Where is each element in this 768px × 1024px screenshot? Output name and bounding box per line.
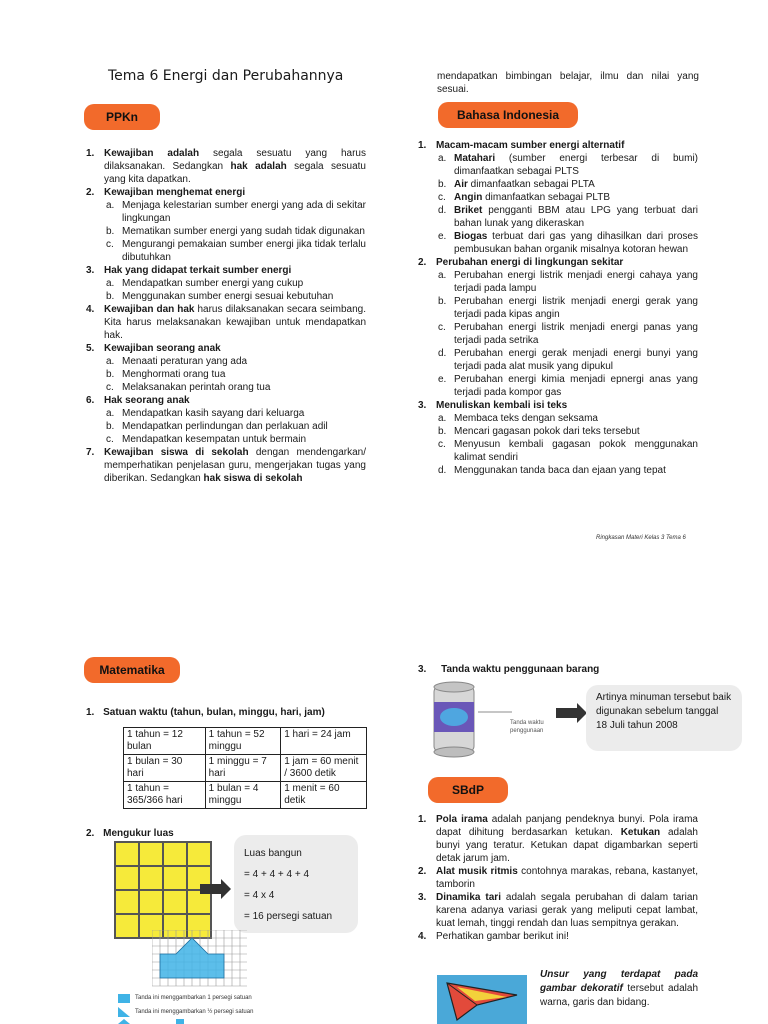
ppkn-subitem-letter: c. xyxy=(106,434,114,445)
bahasa-subitem-bold: Matahari xyxy=(454,153,496,164)
ppkn-subitem xyxy=(104,290,366,303)
arrow-right-icon xyxy=(200,884,222,894)
table-row xyxy=(124,782,367,809)
ppkn-subitem-letter: b. xyxy=(106,369,115,380)
math-item-3-num: 3. xyxy=(418,664,427,675)
ppkn-subitem-text: Menggunakan sumber energi sesuai kebutuhan xyxy=(122,291,334,302)
legend-half: Tanda ini menggambarkan ½ persegi satuan xyxy=(135,1009,254,1015)
ppkn-item-bold2: hak siswa di sekolah xyxy=(203,473,303,484)
bahasa-subitem-bold: Biogas xyxy=(454,231,488,242)
table-cell: 1 tahun = 12 bulan xyxy=(124,728,206,755)
bahasa-subitem-text: terbuat dari gas yang dihasilkan dari proses pembusukan bahan organik misalnya kotoran hewan xyxy=(454,231,698,255)
bahasa-list xyxy=(418,139,698,477)
bahasa-item-num: 1. xyxy=(418,140,427,151)
bahasa-subitem-text: Perubahan energi listrik menjadi energi gerak yang terjadi pada kipas angin xyxy=(454,296,698,320)
ppkn-item xyxy=(86,342,366,394)
ppkn-subitem xyxy=(104,238,366,264)
ppkn-subitem xyxy=(104,433,366,446)
ppkn-subitem-text: Menjaga kelestarian sumber energi yang ada di sekitar lingkungan xyxy=(122,200,366,224)
sbdp-section xyxy=(418,813,698,943)
legend-cut-icon xyxy=(118,1019,188,1024)
bahasa-subitem-text: Menggunakan tanda baca dan ejaan yang tepat xyxy=(454,465,666,476)
ppkn-sublist xyxy=(104,407,366,446)
matematika-label: Matematika xyxy=(84,657,180,683)
ppkn-item-head: Hak seorang anak xyxy=(104,395,190,406)
ppkn-item-num: 1. xyxy=(86,148,95,159)
bahasa-item xyxy=(418,256,698,399)
ppkn-item-num: 5. xyxy=(86,343,95,354)
arrow-right-icon-2 xyxy=(556,708,578,718)
ppkn-subitem-letter: a. xyxy=(106,200,115,211)
ppkn-label: PPKn xyxy=(84,104,160,130)
bahasa-subitem xyxy=(436,152,698,178)
sbdp-item xyxy=(418,891,698,930)
bahasa-subitem-letter: e. xyxy=(438,231,447,242)
sbdp-item-num: 1. xyxy=(418,814,427,825)
sbdp-item-text: contohnya marakas, rebana, kastanyet, tamborin xyxy=(436,866,698,890)
bahasa-sublist xyxy=(436,269,698,399)
ppkn-subitem xyxy=(104,381,366,394)
bahasa-section xyxy=(418,139,698,477)
table-cell: 1 bulan = 30 hari xyxy=(124,755,206,782)
bahasa-subitem xyxy=(436,321,698,347)
luas-lines xyxy=(244,843,348,927)
table-cell: 1 minggu = 7 hari xyxy=(205,755,281,782)
bahasa-subitem-letter: a. xyxy=(438,270,447,281)
table-row xyxy=(124,755,367,782)
time-table xyxy=(123,727,367,809)
bahasa-subitem xyxy=(436,191,698,204)
math-item-3 xyxy=(418,663,698,676)
sbdp-item-num: 3. xyxy=(418,892,427,903)
bahasa-subitem-bold: Air xyxy=(454,179,468,190)
unsur-text xyxy=(540,968,698,1010)
luas-line: = 4 x 4 xyxy=(244,890,275,901)
bahasa-subitem-text: dimanfaatkan sebagai PLTA xyxy=(467,179,595,190)
table-cell: 1 tahun = 365/366 hari xyxy=(124,782,206,809)
ppkn-sublist xyxy=(104,355,366,394)
bahasa-sublist xyxy=(436,412,698,477)
ppkn-subitem-text: Mendapatkan perlindungan dan perlakuan adil xyxy=(122,421,328,432)
bahasa-subitem xyxy=(436,178,698,191)
sbdp-item xyxy=(418,813,698,865)
ppkn-sublist xyxy=(104,199,366,264)
ppkn-subitem-letter: a. xyxy=(106,356,115,367)
bahasa-subitem-text: Menyusun kembali gagasan pokok menggunakan kalimat sendiri xyxy=(454,439,698,463)
ppkn-subitem xyxy=(104,355,366,368)
can-pointer-line xyxy=(478,710,514,724)
ppkn-item-bold: Kewajiban siswa di sekolah xyxy=(104,447,249,458)
bahasa-subitem-letter: d. xyxy=(438,205,447,216)
bahasa-sublist xyxy=(436,152,698,256)
bahasa-item-head: Perubahan energi di lingkungan sekitar xyxy=(436,257,624,268)
page-title: Tema 6 Energi dan Perubahannya xyxy=(108,68,344,84)
luas-line: Luas bangun xyxy=(244,848,302,859)
ppkn-item-head: Hak yang didapat terkait sumber energi xyxy=(104,265,292,276)
can-note-box xyxy=(586,685,742,751)
ppkn-subitem-text: Mematikan sumber energi yang sudah tidak digunakan xyxy=(122,226,365,237)
luas-line: = 4 + 4 + 4 + 4 xyxy=(244,869,310,880)
sbdp-item-text2: adalah bunyi yang teratur. Ketukan dapat digambarkan seperti detak jarum jam. xyxy=(436,827,698,864)
math-item-2-head: Mengukur luas xyxy=(103,828,174,839)
ppkn-subitem-text: Menaati peraturan yang ada xyxy=(122,356,248,367)
ppkn-subitem-text: Menghormati orang tua xyxy=(122,369,226,380)
ppkn-subitem-text: Mendapatkan kasih sayang dari keluarga xyxy=(122,408,305,419)
table-cell: 1 jam = 60 menit / 3600 detik xyxy=(281,755,367,782)
bahasa-subitem-text: dimanfaatkan sebagai PLTB xyxy=(482,192,610,203)
full-square-legend-icon xyxy=(118,994,130,1003)
house-grid-figure xyxy=(152,930,247,988)
bahasa-subitem-text: Perubahan energi listrik menjadi energi cahaya yang terjadi pada lampu xyxy=(454,270,698,294)
can-note: Artinya minuman tersebut baik digunakan sebelum tanggal 18 Juli tahun 2008 xyxy=(596,692,732,731)
ppkn-subitem xyxy=(104,407,366,420)
bahasa-subitem xyxy=(436,295,698,321)
sbdp-label: SBdP xyxy=(428,777,508,803)
bahasa-subitem-letter: c. xyxy=(438,439,446,450)
bahasa-subitem xyxy=(436,425,698,438)
table-cell: 1 menit = 60 detik xyxy=(281,782,367,809)
bahasa-item xyxy=(418,139,698,256)
bahasa-label: Bahasa Indonesia xyxy=(438,102,578,128)
math-item-2-num: 2. xyxy=(86,828,95,839)
ppkn-subitem xyxy=(104,225,366,238)
ppkn-item-head: Kewajiban seorang anak xyxy=(104,343,221,354)
bahasa-subitem-letter: b. xyxy=(438,179,447,190)
bahasa-subitem-text: pengganti BBM atau LPG yang terbuat dari bahan lunak yang dikeraskan xyxy=(454,205,698,229)
table-row xyxy=(124,728,367,755)
bahasa-subitem-text: Mencari gagasan pokok dari teks tersebut xyxy=(454,426,640,437)
math-item-1-num: 1. xyxy=(86,707,95,718)
bahasa-subitem xyxy=(436,438,698,464)
ppkn-section xyxy=(86,147,366,485)
ppkn-subitem-letter: c. xyxy=(106,382,114,393)
bahasa-subitem-text: Perubahan energi listrik menjadi energi panas yang terjadi pada setrika xyxy=(454,322,698,346)
bahasa-subitem xyxy=(436,412,698,425)
bahasa-subitem-text: Perubahan energi kimia menjadi epnergi anas yang terjadi pada kompor gas xyxy=(454,374,698,398)
bahasa-subitem-letter: b. xyxy=(438,426,447,437)
bahasa-subitem xyxy=(436,464,698,477)
unsur-bold: Unsur yang terdapat pada gambar dekoratif xyxy=(540,969,698,994)
ppkn-subitem-letter: a. xyxy=(106,408,115,419)
math-item-1-head: Satuan waktu (tahun, bulan, minggu, hari, jam) xyxy=(103,707,325,718)
ppkn-item-bold: Kewajiban adalah xyxy=(104,148,200,159)
ppkn-subitem-text: Melaksanakan perintah orang tua xyxy=(122,382,271,393)
table-cell: 1 hari = 24 jam xyxy=(281,728,367,755)
ppkn-subitem-letter: b. xyxy=(106,226,115,237)
bahasa-subitem xyxy=(436,347,698,373)
sbdp-item-num: 2. xyxy=(418,866,427,877)
ppkn-list xyxy=(86,147,366,485)
bahasa-subitem-letter: a. xyxy=(438,413,447,424)
sbdp-list xyxy=(418,813,698,943)
ppkn-item-num: 3. xyxy=(86,265,95,276)
ppkn-item-num: 4. xyxy=(86,304,95,315)
bahasa-subitem-letter: b. xyxy=(438,296,447,307)
bahasa-subitem-text: Perubahan energi gerak menjadi energi bunyi yang terjadi pada alat musik yang dipukul xyxy=(454,348,698,372)
ppkn-subitem-letter: a. xyxy=(106,278,115,289)
bahasa-subitem-letter: a. xyxy=(438,153,447,164)
ppkn-item xyxy=(86,186,366,264)
sbdp-item-num: 4. xyxy=(418,931,427,942)
ppkn-item-text: harus dilaksanakan secara seimbang. Kita harus melaksanakan kewajiban untuk mendapatkan hak. xyxy=(104,304,366,341)
table-cell: 1 tahun = 52 minggu xyxy=(205,728,281,755)
ppkn-subitem-letter: b. xyxy=(106,421,115,432)
ppkn-item xyxy=(86,303,366,342)
drink-can-icon xyxy=(430,680,478,758)
sbdp-item-text: adalah panjang pendeknya bunyi. Pola irama dapat dihitung berdasarkan ketukan. xyxy=(436,814,698,838)
math-item-1 xyxy=(86,706,366,719)
bahasa-item-num: 2. xyxy=(418,257,427,268)
luas-line: = 16 persegi satuan xyxy=(244,911,333,922)
ppkn-subitem-letter: c. xyxy=(106,239,114,250)
bahasa-subitem-letter: e. xyxy=(438,374,447,385)
math-item-3-head: Tanda waktu penggunaan barang xyxy=(441,664,600,675)
unsur-rest: tersebut adalah warna, garis dan bidang. xyxy=(540,983,699,1008)
bahasa-subitem-bold: Angin xyxy=(454,192,483,203)
intro-tail: mendapatkan bimbingan belajar, ilmu dan nilai yang sesuai. xyxy=(437,71,699,95)
bahasa-item-head: Menuliskan kembali isi teks xyxy=(436,400,568,411)
sbdp-item-bold2: Ketukan xyxy=(620,827,661,838)
ppkn-subitem xyxy=(104,368,366,381)
ppkn-subitem xyxy=(104,199,366,225)
sbdp-item-bold: Alat musik ritmis xyxy=(436,866,518,877)
ppkn-item-head: Kewajiban menghemat energi xyxy=(104,187,246,198)
decorative-picture xyxy=(437,975,527,1024)
bahasa-subitem xyxy=(436,269,698,295)
bahasa-item-num: 3. xyxy=(418,400,427,411)
ppkn-item-bold2: hak adalah xyxy=(230,161,287,172)
luas-box xyxy=(234,835,358,933)
ppkn-item-num: 2. xyxy=(86,187,95,198)
ppkn-item xyxy=(86,264,366,303)
bahasa-subitem-bold: Briket xyxy=(454,205,483,216)
bahasa-subitem-letter: c. xyxy=(438,192,446,203)
ppkn-subitem-letter: b. xyxy=(106,291,115,302)
sbdp-item-bold: Pola irama xyxy=(436,814,488,825)
bahasa-item-head: Macam-macam sumber energi alternatif xyxy=(436,140,625,151)
ppkn-subitem-text: Mendapatkan kesempatan untuk bermain xyxy=(122,434,307,445)
yellow-square-grid xyxy=(114,841,212,939)
bahasa-subitem-text: (sumber energi terbesar di bumi) dimanfaatkan sebagai PLTS xyxy=(454,153,698,177)
ppkn-item xyxy=(86,446,366,485)
ppkn-item-num: 7. xyxy=(86,447,95,458)
bahasa-item xyxy=(418,399,698,477)
bahasa-subitem-letter: d. xyxy=(438,465,447,476)
ppkn-sublist xyxy=(104,277,366,303)
sbdp-item xyxy=(418,930,698,943)
ppkn-item-bold: Kewajiban dan hak xyxy=(104,304,195,315)
bahasa-subitem xyxy=(436,373,698,399)
ppkn-item-text: dengan mendengarkan/ memperhatikan penjelasan guru, mengerjakan tugas yang diberikan. Sedangkan xyxy=(104,447,366,484)
bahasa-subitem-text: Membaca teks dengan seksama xyxy=(454,413,598,424)
ppkn-item xyxy=(86,394,366,446)
sbdp-item xyxy=(418,865,698,891)
ppkn-subitem xyxy=(104,277,366,290)
ppkn-item-text2: segala sesuatu yang kita dapatkan. xyxy=(104,161,366,185)
bahasa-subitem xyxy=(436,230,698,256)
ppkn-subitem-text: Mengurangi pemakaian sumber energi jika tidak terlalu dibutuhkan xyxy=(122,239,366,263)
table-cell: 1 bulan = 4 minggu xyxy=(205,782,281,809)
bahasa-subitem xyxy=(436,204,698,230)
sbdp-item-bold: Dinamika tari xyxy=(436,892,501,903)
ppkn-item-num: 6. xyxy=(86,395,95,406)
legend-full: Tanda ini menggambarkan 1 persegi satuan xyxy=(135,995,252,1001)
bahasa-subitem-letter: d. xyxy=(438,348,447,359)
ppkn-subitem xyxy=(104,420,366,433)
bahasa-subitem-letter: c. xyxy=(438,322,446,333)
half-square-legend-icon xyxy=(118,1007,130,1017)
sbdp-item-text: adalah segala perubahan di dalam tarian karena adanya variasi gerak yang meliputi cepat lambat, kuat lemah, tinggi rendah dan luas sempitnya gerakan. xyxy=(436,892,698,929)
ppkn-subitem-text: Mendapatkan sumber energi yang cukup xyxy=(122,278,304,289)
ppkn-item xyxy=(86,147,366,186)
ppkn-item-text: segala sesuatu yang harus dilaksanakan. Sedangkan xyxy=(104,148,366,172)
sbdp-item-text: Perhatikan gambar berikut ini! xyxy=(436,931,569,942)
can-label: Tanda waktu penggunaan xyxy=(510,720,544,734)
page-footer: Ringkasan Materi Kelas 3 Tema 6 xyxy=(596,535,686,541)
